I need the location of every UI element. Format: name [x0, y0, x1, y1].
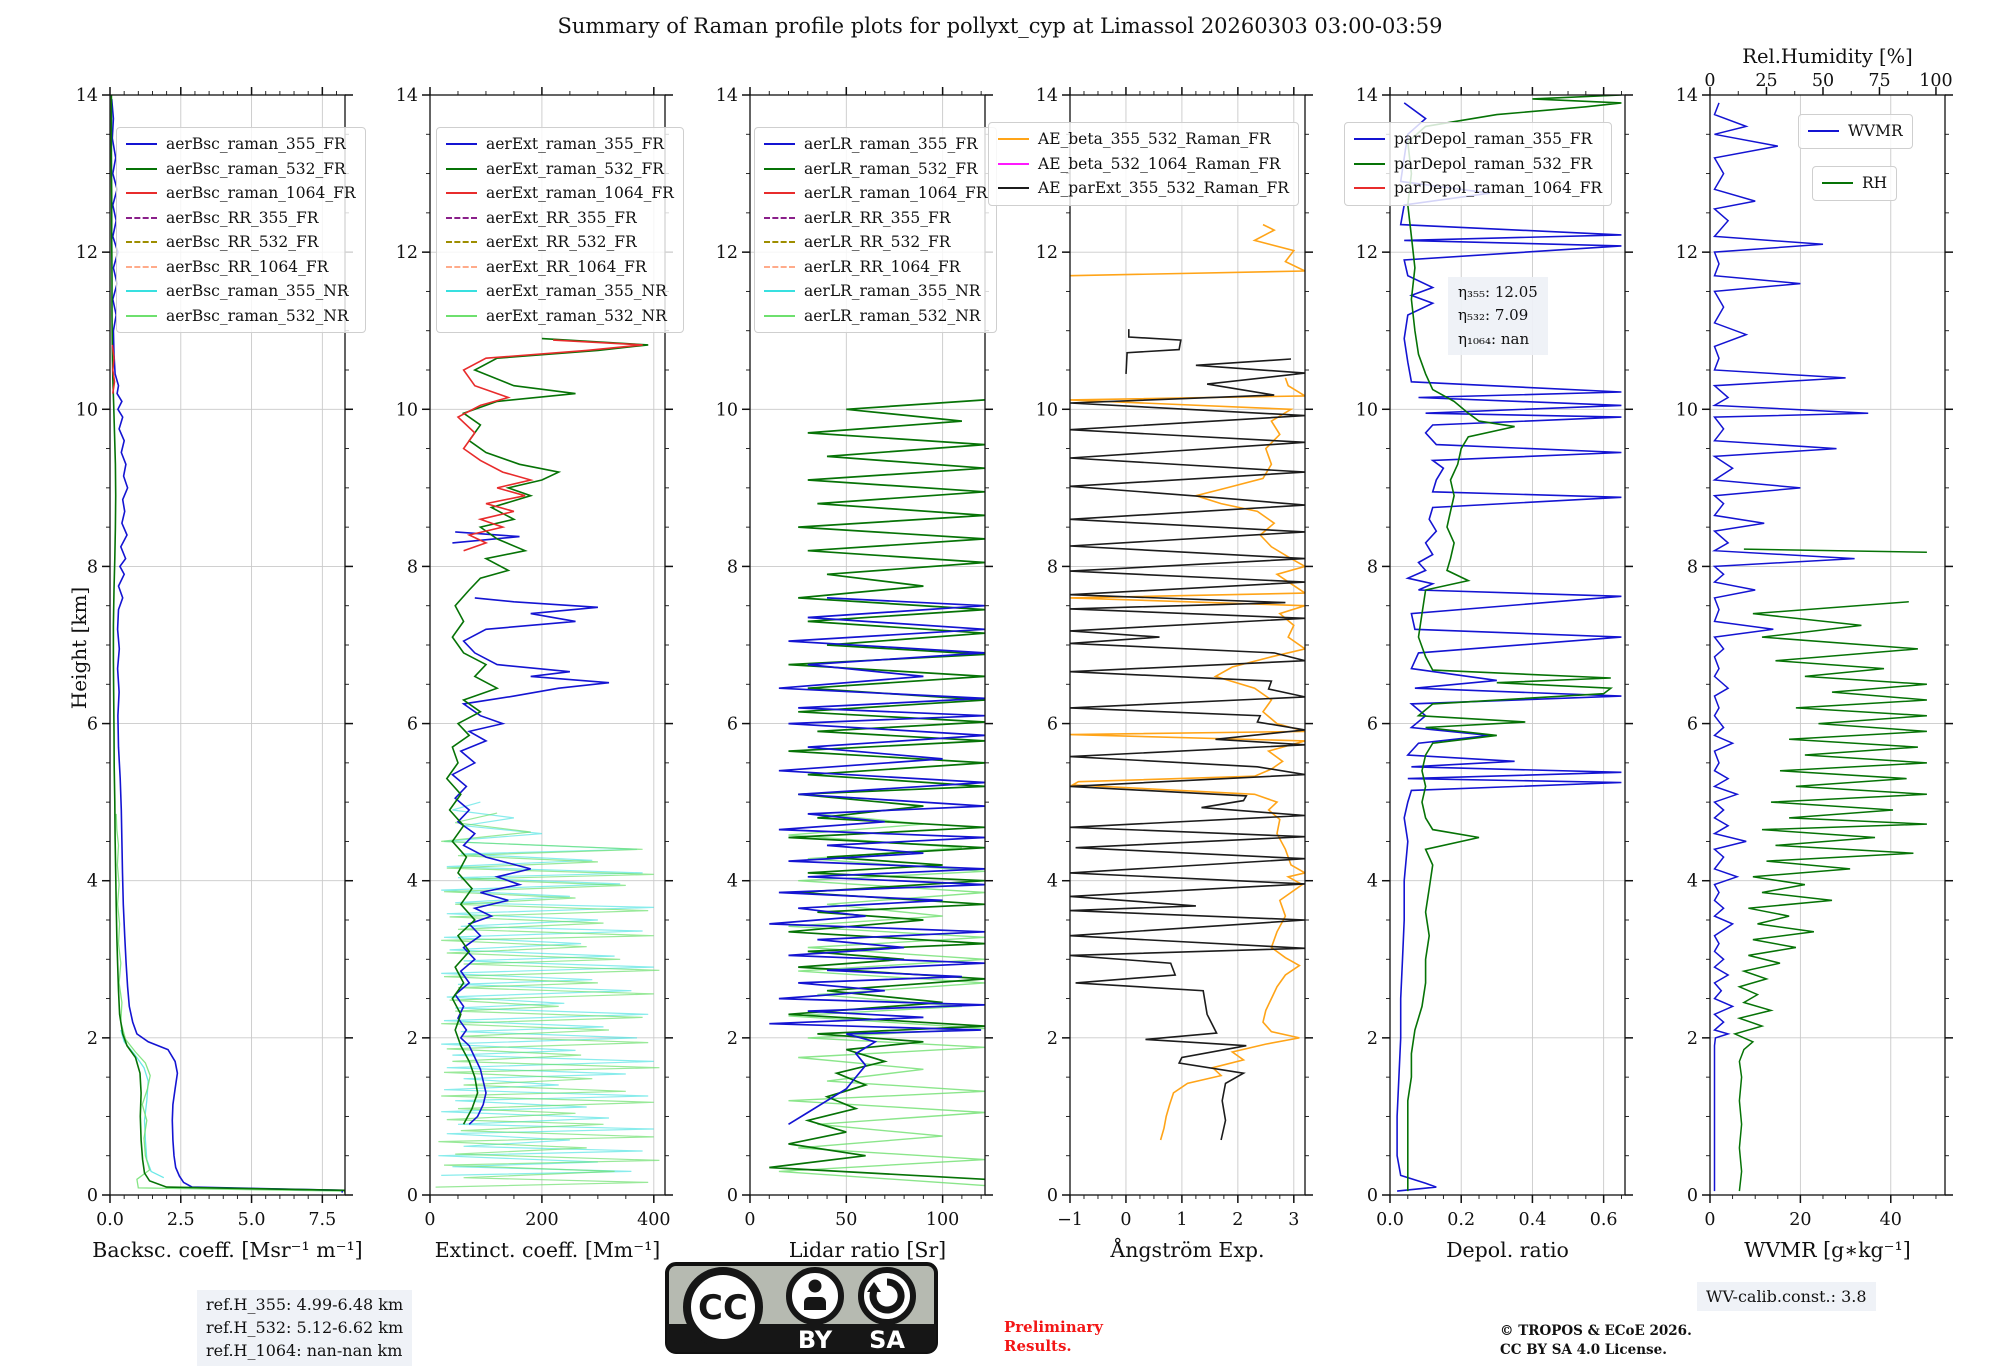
axis-ticks — [1382, 87, 1633, 1203]
svg-text:4: 4 — [406, 871, 418, 892]
svg-text:10: 10 — [1675, 400, 1698, 421]
cc-letters: CC — [698, 1288, 748, 1328]
eta-355: η₃₅₅: 12.05 — [1458, 283, 1538, 301]
legend-line-swatch — [446, 168, 477, 170]
legend-line-swatch — [764, 168, 795, 170]
legend-label: aerExt_raman_355_NR — [486, 282, 667, 301]
legend-line-swatch — [446, 217, 477, 219]
legend-item — [764, 230, 987, 255]
svg-text:6: 6 — [726, 714, 738, 735]
svg-text:6: 6 — [86, 714, 98, 735]
legend-wvmr-rh — [1812, 166, 1897, 201]
legend-label: aerLR_raman_355_FR — [804, 135, 978, 154]
svg-text:6: 6 — [1046, 714, 1058, 735]
svg-text:4: 4 — [86, 871, 98, 892]
copyright-note: © TROPOS & ECoE 2026. CC BY SA 4.0 License. — [1500, 1323, 1692, 1358]
svg-text:14: 14 — [1675, 86, 1698, 106]
eta-1064: η₁₀₆₄: nan — [1458, 329, 1530, 348]
legend-item — [998, 176, 1289, 201]
legend-item — [126, 255, 356, 280]
legend-line-swatch — [1354, 138, 1385, 140]
svg-text:4: 4 — [1046, 871, 1058, 892]
legend-item — [126, 206, 356, 231]
legend-item — [126, 132, 356, 157]
legend-line-swatch — [126, 168, 157, 170]
legend-item — [998, 127, 1289, 152]
svg-text:6: 6 — [1686, 714, 1698, 735]
legend-line-swatch — [446, 315, 477, 317]
series-AE_beta_355_532_Raman_FR — [1070, 225, 1305, 276]
svg-text:4: 4 — [1686, 871, 1698, 892]
svg-text:12: 12 — [1355, 243, 1378, 264]
svg-text:2: 2 — [726, 1028, 738, 1049]
legend-item — [126, 157, 356, 182]
svg-text:10: 10 — [75, 400, 98, 421]
legend-item — [126, 304, 356, 329]
legend-label: aerBsc_raman_355_NR — [166, 282, 349, 301]
legend-label: aerBsc_RR_1064_FR — [166, 257, 329, 276]
svg-text:14: 14 — [1035, 86, 1058, 106]
legend-label: aerBsc_RR_355_FR — [166, 208, 319, 227]
panel-depol-series — [1397, 95, 1621, 1191]
legend-line-swatch — [764, 315, 795, 317]
svg-text:5.0: 5.0 — [237, 1210, 266, 1230]
legend-item — [126, 181, 356, 206]
legend-line-swatch — [446, 266, 477, 268]
legend-line-swatch — [1808, 130, 1839, 132]
svg-text:0: 0 — [1366, 1186, 1378, 1206]
svg-text:6: 6 — [1366, 714, 1378, 735]
legend-label: aerBsc_raman_532_NR — [166, 306, 349, 325]
legend-item — [1354, 176, 1602, 201]
legend-label: RH — [1862, 174, 1888, 193]
panel-wvmr — [1676, 45, 1953, 1262]
by-label: BY — [797, 1326, 833, 1354]
svg-text:0.2: 0.2 — [1447, 1210, 1476, 1230]
svg-text:8: 8 — [86, 557, 98, 578]
ref-h-1064: ref.H_1064: nan-nan km — [206, 1341, 403, 1361]
svg-text:−1: −1 — [1057, 1210, 1083, 1230]
legend-lidar_ratio — [754, 127, 997, 333]
legend-depol — [1344, 122, 1612, 206]
reference-height-box — [197, 1290, 412, 1366]
eta-annotation-box — [1448, 277, 1548, 355]
tick-labels — [1036, 86, 1300, 1230]
wv-calib-box — [1697, 1282, 1876, 1311]
svg-text:0: 0 — [1704, 71, 1716, 91]
svg-text:100: 100 — [1919, 71, 1953, 91]
legend-label: aerExt_raman_355_FR — [486, 135, 664, 154]
svg-text:Lidar ratio [Sr]: Lidar ratio [Sr] — [788, 1238, 947, 1262]
legend-item — [764, 132, 987, 157]
legend-label: aerExt_raman_1064_FR — [486, 184, 674, 203]
series-AE_parExt_355_532_Raman_FR — [1126, 329, 1181, 374]
series-parDepol_raman_532_FR — [1408, 95, 1622, 1191]
sa-label: SA — [869, 1326, 905, 1354]
panel-depol — [1356, 86, 1633, 1262]
svg-text:10: 10 — [1035, 400, 1058, 421]
ref-h-532: ref.H_532: 5.12-6.62 km — [206, 1318, 404, 1338]
legend-extinction — [436, 127, 684, 333]
legend-item — [126, 279, 356, 304]
svg-text:2: 2 — [86, 1028, 98, 1049]
svg-text:8: 8 — [1366, 557, 1378, 578]
share-alike-icon — [861, 1270, 913, 1322]
svg-text:0.0: 0.0 — [96, 1210, 124, 1230]
svg-text:0: 0 — [1686, 1186, 1698, 1206]
svg-text:0.6: 0.6 — [1589, 1210, 1618, 1230]
series-aerExt_raman_355_NR — [438, 802, 653, 1175]
legend-item — [764, 181, 987, 206]
series-RH — [1735, 602, 1927, 1191]
svg-text:25: 25 — [1755, 71, 1778, 91]
legend-line-swatch — [126, 217, 157, 219]
legend-item — [1808, 119, 1903, 144]
svg-text:75: 75 — [1868, 71, 1891, 91]
legend-item — [446, 304, 674, 329]
legend-label: aerLR_RR_532_FR — [804, 233, 951, 252]
legend-label: WVMR — [1848, 122, 1903, 141]
legend-angstrom — [988, 122, 1299, 206]
svg-text:50: 50 — [835, 1210, 858, 1230]
legend-label: aerExt_RR_532_FR — [486, 233, 637, 252]
legend-line-swatch — [126, 192, 157, 194]
legend-label: aerExt_RR_1064_FR — [486, 257, 647, 276]
legend-line-swatch — [764, 266, 795, 268]
svg-text:1: 1 — [1176, 1210, 1188, 1230]
legend-wvmr — [1798, 114, 1913, 149]
legend-label: aerExt_raman_532_FR — [486, 159, 664, 178]
legend-line-swatch — [764, 192, 795, 194]
svg-text:0: 0 — [744, 1210, 756, 1230]
wv-calib-text: WV-calib.const.: 3.8 — [1706, 1287, 1867, 1306]
legend-line-swatch — [998, 187, 1029, 189]
svg-text:8: 8 — [1046, 557, 1058, 578]
svg-text:Rel.Humidity [%]: Rel.Humidity [%] — [1742, 45, 1913, 68]
series-AE_parExt_355_532_Raman_FR — [1070, 359, 1305, 1140]
svg-text:12: 12 — [75, 243, 98, 264]
svg-text:8: 8 — [726, 557, 738, 578]
svg-text:100: 100 — [925, 1210, 960, 1230]
legend-label: aerLR_raman_532_NR — [804, 306, 981, 325]
tick-labels — [1676, 45, 1953, 1230]
legend-line-swatch — [1354, 187, 1385, 189]
legend-line-swatch — [764, 290, 795, 292]
svg-text:2.5: 2.5 — [166, 1210, 195, 1230]
gridlines — [1390, 95, 1625, 1195]
legend-label: parDepol_raman_1064_FR — [1394, 179, 1603, 198]
legend-line-swatch — [1354, 163, 1385, 165]
series-parDepol_raman_355_FR — [1397, 103, 1621, 1191]
svg-text:10: 10 — [395, 400, 418, 421]
legend-label: aerBsc_RR_532_FR — [166, 233, 319, 252]
svg-text:2: 2 — [1046, 1028, 1058, 1049]
legend-line-swatch — [126, 266, 157, 268]
svg-text:14: 14 — [75, 86, 98, 106]
svg-text:14: 14 — [1355, 86, 1378, 106]
legend-label: aerExt_RR_355_FR — [486, 208, 637, 227]
svg-text:0: 0 — [424, 1210, 436, 1230]
legend-label: aerLR_RR_355_FR — [804, 208, 951, 227]
svg-text:Ångström Exp.: Ångström Exp. — [1110, 1238, 1265, 1262]
legend-label: aerLR_RR_1064_FR — [804, 257, 961, 276]
svg-text:4: 4 — [726, 871, 738, 892]
legend-line-swatch — [998, 163, 1029, 165]
legend-line-swatch — [764, 217, 795, 219]
series-WVMR — [1715, 103, 1869, 1191]
legend-label: aerBsc_raman_1064_FR — [166, 184, 356, 203]
svg-text:40: 40 — [1879, 1210, 1902, 1230]
svg-text:Backsc. coeff. [Msr⁻¹ m⁻¹]: Backsc. coeff. [Msr⁻¹ m⁻¹] — [92, 1238, 363, 1262]
svg-text:Depol. ratio: Depol. ratio — [1446, 1238, 1569, 1262]
figure-title: Summary of Raman profile plots for pollyxt_cyp at Limassol 20260303 03:00-03:59 — [557, 14, 1443, 38]
svg-text:12: 12 — [715, 243, 738, 264]
svg-text:2: 2 — [1686, 1028, 1698, 1049]
legend-label: aerLR_raman_532_FR — [804, 159, 978, 178]
legend-line-swatch — [446, 192, 477, 194]
svg-text:8: 8 — [1686, 557, 1698, 578]
svg-text:400: 400 — [637, 1210, 671, 1230]
legend-line-swatch — [1822, 182, 1853, 184]
legend-item — [446, 181, 674, 206]
svg-text:0: 0 — [1046, 1186, 1058, 1206]
series-RH — [1744, 549, 1927, 552]
gridlines — [1710, 95, 1945, 1195]
series-aerBsc_raman_532_NR — [116, 814, 345, 1191]
svg-text:10: 10 — [1355, 400, 1378, 421]
svg-text:14: 14 — [395, 86, 418, 106]
legend-item — [446, 279, 674, 304]
svg-text:0: 0 — [726, 1186, 738, 1206]
svg-text:0.4: 0.4 — [1518, 1210, 1547, 1230]
legend-item — [764, 206, 987, 231]
legend-item — [446, 255, 674, 280]
svg-text:12: 12 — [395, 243, 418, 264]
legend-line-swatch — [126, 315, 157, 317]
legend-item — [1354, 152, 1602, 177]
svg-text:2: 2 — [1366, 1028, 1378, 1049]
y-axis-label: Height [km] — [67, 586, 91, 710]
svg-text:6: 6 — [406, 714, 418, 735]
legend-backscatter — [116, 127, 366, 333]
panel-angstrom-series — [1070, 225, 1305, 1140]
legend-item — [764, 279, 987, 304]
person-icon — [789, 1270, 841, 1322]
svg-text:0: 0 — [86, 1186, 98, 1206]
legend-line-swatch — [126, 143, 157, 145]
legend-label: aerLR_raman_355_NR — [804, 282, 981, 301]
legend-item — [446, 230, 674, 255]
legend-item — [764, 255, 987, 280]
svg-text:0: 0 — [1704, 1210, 1716, 1230]
panel-extinction-series — [436, 339, 660, 1188]
preliminary-results-note: Preliminary Results. — [1004, 1318, 1103, 1355]
svg-text:WVMR [g∗kg⁻¹]: WVMR [g∗kg⁻¹] — [1744, 1238, 1911, 1262]
svg-text:12: 12 — [1675, 243, 1698, 264]
legend-label: aerBsc_raman_355_FR — [166, 135, 346, 154]
legend-line-swatch — [998, 138, 1029, 140]
svg-text:2: 2 — [1232, 1210, 1244, 1230]
svg-text:7.5: 7.5 — [308, 1210, 337, 1230]
legend-item — [446, 206, 674, 231]
panel-angstrom — [1036, 86, 1313, 1262]
svg-text:0.0: 0.0 — [1376, 1210, 1404, 1230]
legend-item — [998, 152, 1289, 177]
legend-item — [1354, 127, 1602, 152]
legend-line-swatch — [446, 241, 477, 243]
svg-text:14: 14 — [715, 86, 738, 106]
legend-line-swatch — [446, 290, 477, 292]
legend-label: AE_beta_355_532_Raman_FR — [1038, 130, 1271, 149]
legend-line-swatch — [126, 290, 157, 292]
legend-item — [1822, 171, 1887, 196]
cc-by-sa-badge — [665, 1262, 938, 1354]
ref-h-355: ref.H_355: 4.99-6.48 km — [206, 1295, 404, 1314]
svg-text:10: 10 — [715, 400, 738, 421]
svg-text:0: 0 — [406, 1186, 418, 1206]
panel-wvmr-series — [1715, 103, 1927, 1191]
legend-line-swatch — [764, 241, 795, 243]
legend-label: aerLR_raman_1064_FR — [804, 184, 988, 203]
svg-text:Extinct. coeff. [Mm⁻¹]: Extinct. coeff. [Mm⁻¹] — [434, 1238, 661, 1262]
svg-text:50: 50 — [1811, 71, 1835, 91]
legend-line-swatch — [446, 143, 477, 145]
legend-line-swatch — [126, 241, 157, 243]
legend-label: AE_beta_532_1064_Raman_FR — [1038, 154, 1281, 173]
svg-text:0: 0 — [1120, 1210, 1132, 1230]
tick-labels — [1356, 86, 1618, 1230]
svg-text:4: 4 — [1366, 871, 1378, 892]
legend-item — [764, 304, 987, 329]
series-aerExt_raman_1064_FR — [458, 340, 643, 551]
panel-lidar_ratio-series — [769, 400, 985, 1186]
series-aerExt_raman_355_FR — [452, 532, 519, 543]
svg-text:3: 3 — [1288, 1210, 1300, 1230]
legend-item — [764, 157, 987, 182]
svg-text:20: 20 — [1789, 1210, 1812, 1230]
svg-text:2: 2 — [406, 1028, 418, 1049]
legend-item — [446, 157, 674, 182]
legend-item — [126, 230, 356, 255]
legend-label: parDepol_raman_532_FR — [1394, 154, 1593, 173]
legend-label: parDepol_raman_355_FR — [1394, 130, 1593, 149]
legend-label: AE_parExt_355_532_Raman_FR — [1038, 179, 1289, 198]
svg-text:200: 200 — [525, 1210, 559, 1230]
eta-532: η₅₃₂: 7.09 — [1458, 306, 1529, 325]
legend-label: aerBsc_raman_532_FR — [166, 159, 346, 178]
legend-label: aerExt_raman_532_NR — [486, 306, 667, 325]
svg-text:8: 8 — [406, 557, 418, 578]
svg-text:12: 12 — [1035, 243, 1058, 264]
legend-item — [446, 132, 674, 157]
legend-line-swatch — [764, 143, 795, 145]
